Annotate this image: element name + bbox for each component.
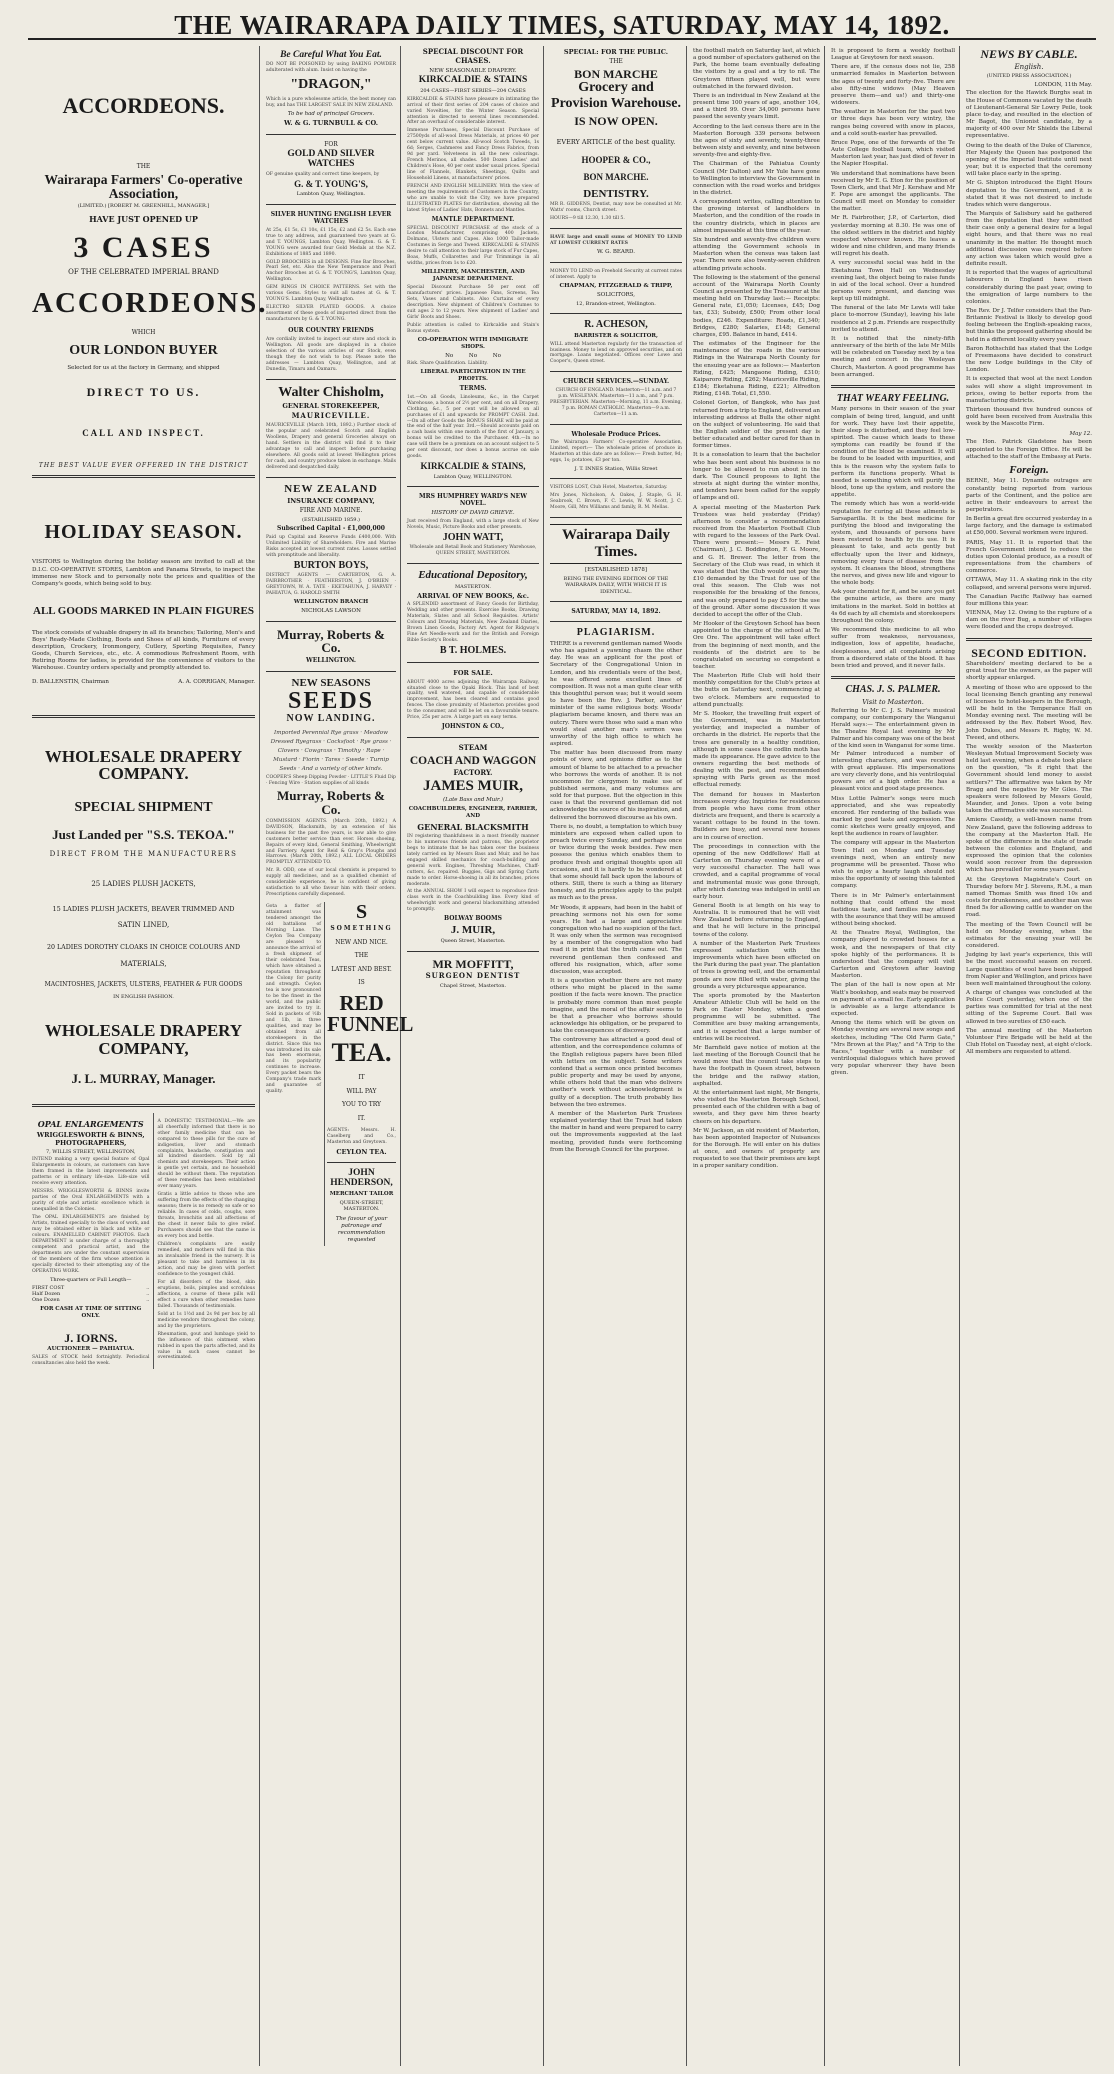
for-sale-heading: FOR SALE. [453,669,493,678]
nicholas-lawson: NICHOLAS LAWSON [301,607,361,614]
no-no-no: No No No [445,352,501,359]
for-cash-text: FOR CASH AT TIME OF SITTING ONLY. [40,1305,142,1319]
gold-silver-watches: GOLD AND SILVER WATCHES [287,149,375,170]
john-watt: JOHN WATT, [442,531,504,543]
celebrated-text: OF THE CELEBRATED IMPERIAL BRAND [68,267,219,276]
column-4: SPECIAL: FOR THE PUBLIC. THE BON MARCHE Grocery and Provision Warehouse. IS NOW OPEN. EVERY ARTICLE of the best quality. HOOPER & CO., BON MARCHE. DENTISTRY. MR R. GIDDENS, Dentist, may now be consulted at Mr. Watts' rooms, Church street. HOURS—9 till 12.30, 1.30 till 5. HAVE large and small sums of MONEY TO LEND AT LOWEST CURRENT RATES W. G. BEARD. MONEY TO LEND on Freehold Security at current rates of interest. Apply to CHAPMAN, FITZGERALD & TRIPP, SOLICITORS, 12, Brandon-street, Wellington. R. ACHESON, BARRISTER & SOLICITOR, WILL attend Masterton regularly for the transaction of business. Money to lend on approved securities, and on mortgage. Loans negotiated. Offices over Lowe and Cooper's, Queen street. CHURCH SERVICES.—SUNDAY. CHURCH OF ENGLAND. Masterton—11 a.m. and 7 p.m. WESLEYAN. Masterton—11 a.m., and 7 p.m. PRESBYTERIAN. Masterton—Morning, 11 a.m. Evening, 7 p.m. ROMAN CATHOLIC. Masterton—9 a.m. Carterton—11 a.m. Wholesale Produce Prices. The Wairarapa Farmers' Co-operative Association, Limited, report:— The wholesale prices of produce in Masterton at this date are as follow:— Fresh butter, 9d; eggs, 1s; potatoes, £3 per ton. J. T. INNES Station, Willis Street VISITORS LOST, Club Hotel, Masterton, Saturday. Mrs Jones, Nicholson, A. Oakes, J. Staple, G. H. Seabrook, C. Brown, F. C. Lewis, W. W. Scott, J. C. Moore, Gill, Mrs Williams and family, R. M. Mellas. Wairarapa Daily Times. [ESTABLISHED 1878] BEING THE EVENING EDITION OF THE WAIRARAPA DAILY, WITH WHICH IT IS IDENTICAL. SATURDAY, MAY 14, 1892. PLAGIARISM. THERE is a reverend gentleman named Woods who has against a yawning chasm the other day. He was an applicant for the post of Secretary of the Congregational Union in London, and his credentials were of the best, he was offered some excellent lines of composition. It was not a man quite clear with this thoughtful person was; but it would seem to have been the Rev. J. Parker, another minister of the same religious body. Woods' plagiarism became known, and there was an outcry. There were those who said a man who would steal another man's sermon was unworthy of the high office to which he aspired. The matter has been discussed from many points of view, and opinions differ as to the amount of blame to be attached to a preacher who borrows the words of another. It is not uncommon for clergymen to make use of published sermons, and many volumes are sold for that purpose. But the objection in this case is that the reverend gentleman did not acknowledge the source of his inspiration, and delivered the borrowed discourse as his own. There is, no doubt, a temptation to which busy ministers are exposed when called upon to preach twice every Sunday, and perhaps once or twice during the week besides. Few men possess the genius which enables them to produce fresh and original thoughts upon all occasions, and it is hardly to be wondered at that some should fall back upon the labours of others. Still, there is such a thing as literary honesty, and its principles apply to the pulpit as much as to the press. Mr Woods, it appears, had been in the habit of preaching sermons not his own for some years. He had a large and appreciative congregation who had no suspicion of the fact. It was only when the sermon was recognised by a member of the congregation who had read it in print that the truth came out. The reverend gentleman then confessed and offered his resignation, which, after some discussion, was accepted. It is a question whether there are not many others who might be placed in the same position if the facts were known. The practice is probably more common than most people imagine, and the moral of the affair seems to be that a preacher who borrows should acknowledge his obligation, or be prepared to take the consequences of discovery. The controversy has attracted a good deal of attention, and the correspondence columns of the English religious papers have been filled with letters on the subject. Some writers contend that a sermon once printed becomes public property and may be used by anyone, while others hold that the man who delivers another's work without acknowledgment is guilty of a deception. The truth probably lies between the two extremes. A member of the Masterton Park Trustees explained yesterday that the Trust had taken the matter in hand and were prepared to carry out the improvements suggested at the last meeting, provided funds were forthcoming from the Borough Council for the purpose. [546,46,687,2066]
burton-boys: BURTON BOYS, [293,559,369,571]
wholesale-drapery-company: WHOLESALE DRAPERY COMPANY, [44,1021,243,1059]
innes-station: J. T. INNES Station, Willis Street [574,466,658,473]
visitors-text: VISITORS to Wellington during the holiday season are invited to call at the D.I.C. CO-OPERATIVE STORES, Lambton and Panama Streets, to inspect the immense new Stock and to personally note the prices and qualities of the Company's goods, which being sold to buy. [32,559,255,587]
bolway-booms: BOLWAY BOOMS [444,915,502,923]
auctioneer-title: AUCTIONEER — PAHIATUA. [47,1346,135,1353]
column-3: SPECIAL DISCOUNT FOR CHASES. NEW SEASONABLE DRAPERY. KIRKCALDIE & STAINS 204 CASES—FIRST SERIES—204 CASES KIRKCALDIE & STAINS have pleasure in intimating the arrival of their first series of 204 cases of choice and varied Novelties, for the Winter Season. Special attention is directed to several lines recommended. After an overhaul of considerable interest. Immense Purchases, Special Discount Purchase of 27500yds of all-wool Dress Materials, at prices 40 per cent below current value. All-wool Scotch Tweeds, 1s 6d; Serges, Cashmeres and Fancy Dress Fabrics, from 9d per yard. Velveteens in all the new colourings. French Merinos, all shades. 500 Dozen Ladies' and Children's Hose, 40 per cent under usual prices. Special line of Flannels, Blankets, Sheetings, Quilts and Household Linens, at manufacturers' prices. FRENCH AND ENGLISH MILLINERY. With the view of meeting the requirements of Customers in the Country, who are unable to visit the City, we have prepared ILLUSTRATED PLATES for distribution, showing all the latest Styles of Ladies' Hats, Bonnets and Mantles. MANTLE DEPARTMENT. SPECIAL DISCOUNT PURCHASE of the stock of a London Manufacturer, comprising 400 Jackets, Dolmans, Ulsters and Capes. Also 1000 Tailor-made Costumes in Serge and Tweed. KIRKCALDIE & STAINS desire to call attention to their large stock of Fur Capes, Boas, Muffs, Collarettes and Fur Trimmings in all widths, prices from 1s to £20. MILLINERY, MANCHESTER, AND JAPANESE DEPARTMENT. Special Discount Purchase 50 per cent off manufacturers' prices. Japanese Fans, Screens, Tea Sets, Vases and Cabinets. Also Curtains of every description. New shipment of Children's Costumes to suit ages 2 to 12 years. New shipment of Ladies' and Girls' Boots and Shoes. Public attention is called to Kirkcaldie and Stain's Bonus system. CO-OPERATION WITH IMMIGRATE SHOPS. No No No Risk. Share Qualification. Liability. LIBERAL PARTICIPATION IN THE PROFITS. TERMS. 1st.—On all Goods, Linoleums, &c., in the Carpet Warehouse, a bonus of 2½ per cent, and on all Drapery, Clothing, &c., 5 per cent will be allowed on all purchases of £1 and upwards for PROMPT CASH. 2nd.—On all other Goods the BONUS SHARE will be paid at the end of the half year. 3rd.—Should accounts paid on a cash basis within one month of the first of January, a bonus will be credited to the Purchaser. 4th.—In no case will there be a premium on an account subject to 5 per cent discount, nor does a bonus accrue on sale goods. KIRKCALDIE & STAINS, Lambton Quay, WELLINGTON. MRS HUMPHREY WARD'S NEW NOVEL. HISTORY OF DAVID GRIEVE. Just received from England, with a large stock of New Novels, Music, Picture Books and other presents. JOHN WATT, Wholesale and Retail Book and Stationery Warehouse, QUEEN STREET, MASTERTON. Educational Depository, MASTERTON. ARRIVAL OF NEW BOOKS, &c. A SPLENDID assortment of Fancy Goods for Birthday, Wedding and other presents. Exercise Books, Drawing Materials, Slates and all School Requisites. Artists' Colours and Drawing Materials, New Zealand Diaries, Brown Linen Goods, Factory Art. Agent for Ridgway's Fine Art Needle-work and for the British and Foreign Bible Society's Books. B T. HOLMES. FOR SALE. ABOUT 4000 acres adjoining the Wairarapa Railway, situated close to the Opaki Block. This land of best quality, well watered, and capable of considerable improvement, has been cleared and contains good fences. The close proximity of Masterton provides good to the consumer, and will be let on a favourable tenure. Price, 25s per acre. A large part on easy terms. JOHNSTON & CO., STEAM COACH AND WAGGON FACTORY. JAMES MUIR, (Late Bass and Muir.) COACHBUILDERS, ENGINEER, FARRIER, AND GENERAL BLACKSMITH IN registering thankfulness in a most friendly manner to his numerous friends and patrons, the proprietor begs to intimate that he has taken over the business lately carried on by Messrs Bass and Muir, and he has engaged skilled mechanics for coach-building and general work. Engines, Threshing Machines, Chaff-cutters, &c. repaired. Buggies, Gigs and Spring Carts made to order. Horse-shoeing in all its branches, prices moderate. At the ANNUAL SHOW I will expect to reproduce first-class work in the Coachbuilding line. Every kind of wheelwright work and general blacksmithing attended to promptly. BOLWAY BOOMS J. MUIR, Queen Street, Masterton. MR MOFFITT, SURGEON DENTIST Chapel Street, Masterton. [403,46,544,2066]
will-pay: WILL PAY [346,1087,377,1095]
subscribed-capital: Subscribed Capital - £1,000,000 [277,525,385,533]
murray-roberts-1: Murray, Roberts & Co. [277,626,385,656]
masthead-title: THE WAIRARAPA DAILY TIMES, SATURDAY, MAY 14, 1892. [28,10,1096,40]
brandon-street: 12, Brandon-street, Wellington. [576,300,656,307]
coop-limited: (LIMITED.) [ROBERT M. GREENHILL, MANAGER.] [77,202,210,209]
column-6: It is proposed to form a weekly football League at Greytown for next season. There are, if the census does not lie, 258 unmarried females in Masterton between the ages of twenty and forty-five. There are also fifty-nine widows (May Heaven preserve them—and us!) and thirty-one widowers. The weather in Masterton for the past two or three days has been very wintry, the ranges being covered with snow in places, and a cold south-easter has prevailed. Bruce Pope, one of the forwards of the Te Aute College football team, which visited Masterton last year, has just died of fever in the Napier Hospital. We understand that nominations have been received by Mr E. G. Eton for the position of Town Clerk, and that Mr J. Kershaw and Mr F. Pope are amongst the applicants. The Council will meet on Monday to consider the matter. Mr R. Fairbrother, J.P., of Carterton, died yesterday morning at 8.30. He was one of the oldest settlers in the district and highly respected wherever known. He leaves a widow and nine children, and many friends will regret his death. A very successful social was held in the Eketahuna Town Hall on Wednesday evening last, the object being to raise funds in aid of the local school. Over a hundred persons were present, and dancing was kept up till midnight. The funeral of the late Mr Lewis will take place to-morrow (Sunday), leaving his late residence at 2 p.m. Friends are respectfully invited to attend. It is notified that the ninety-fifth anniversary of the birth of the late Mr Mills will be celebrated on Tuesday next by a tea meeting and concert in the Wesleyan Church, Masterton. A good programme has been arranged. THAT WEARY FEELING. Many persons in their season of the year complain of being tired, languid, and unfit for work. They have lost their appetite, their sleep is disturbed, and they feel low-spirited. The cause which leads to these symptoms can readily be found if the condition of the blood be examined. It will be found to be loaded with impurities, and this is the reason why the system fails to perform its functions properly. What is needed is something which will purify the blood, tone up the system, and restore the appetite. The remedy which has won a world-wide reputation for curing all these ailments is Sarsaparilla. It is the best medicine for purifying the blood and invigorating the system, and thousands of persons have been restored to health by its use. It is pleasant to take, and acts gently but effectually upon the liver and kidneys, removing every trace of disease from the system. It cleanses the blood, strengthens the nerves, and gives new life and vigour to the whole body. Ask your chemist for it, and be sure you get the genuine article, as there are many imitations in the market. Sold in bottles at 4s 6d each by all chemists and storekeepers throughout the colony. We recommend this medicine to all who suffer from weakness, nervousness, indigestion, loss of appetite, headache, sleeplessness, and all complaints arising from a disordered state of the blood. It has been tried and proved, and it never fails. CHAS. J. S. PALMER. Visit to Masterton. Referring to Mr C. J. S. Palmer's musical company, our contemporary the Wanganui Herald says:— The entertainment given in the Theatre Royal last evening by Mr Palmer and his company was one of the best of the kind seen in Wanganui for some time. Mr Palmer introduced a number of interesting characters, and was received with great applause. His impersonations are very cleverly done, and his ventriloquial powers are of a high order. He has a pleasant voice and good stage presence. Miss Lottie Palmer's songs were much appreciated, and she was repeatedly encored. Her rendering of the ballads was marked by good taste and expression. The comic sketches were greatly enjoyed, and kept the audience in roars of laughter. The company will appear in the Masterton Town Hall on Monday and Tuesday evenings next, when an entirely new programme will be presented. Those who wish to enjoy a hearty laugh should not miss the opportunity of seeing this talented company. There is in Mr Palmer's entertainment nothing that could offend the most fastidious taste, and families may attend with the assurance that they will be amused without being shocked. At the Theatre Royal, Wellington, the company played to crowded houses for a week, and the newspapers of that city spoke highly of the performances. It is understood that the company will visit Carterton and Greytown after leaving Masterton. The plan of the hall is now open at Mr Watt's bookshop, and seats may be reserved on payment of a small fee. Early application is advisable as a large attendance is expected. Among the items which will be given on Monday evening are several new songs and sketches, including "The Old Farm Gate," "Mrs Brown at the Play," and "A Trip to the Races," together with a number of ventriloquial dialogues which have proved very popular wherever they have been given. [827,46,960,2066]
newspaper-being: BEING THE EVENING EDITION OF THE WAIRARAPA DAILY, WITH WHICH IT IS IDENTICAL. [563,576,669,595]
chapman-firm: CHAPMAN, FITZGERALD & TRIPP, [559,282,673,289]
coach-waggon: COACH AND WAGGON [409,754,537,767]
something-heading: SOMETHING [330,925,393,933]
fire-marine: FIRE AND MARINE. [299,507,363,515]
column-5: the football match on Saturday last, at which a good number of spectators gathered on the Park, the home team eventually defeating the visitors by a goal and a try to nil. The Greytown fifteen played well, but were outmatched in the forward division. There is an individual in New Zealand at the present time 100 years of age, another 104, and a third 99. Over 34,000 persons have passed the seventy years limit. According to the last census there are in the Masterton Borough 339 persons between the ages of sixty and seventy, twenty-three between sixty and seventy, and nine between seventy-five and eighty-five. The Chairman of the Pahiatua County Council (Mr Dalton) and Mr Yule have gone to Wellington to interview the Government in connection with the road works and bridges in the district. A correspondent writes, calling attention to the growing interest of landholders in Masterton, and the condition of the roads in the country districts, which in places are almost impassable at this time of the year. Six hundred and seventy-five children were attending the Government schools in Masterton when the census was taken last year. There were also twenty-seven children attending private schools. The following is the statement of the general account of the Wairarapa North County Council as presented by the Treasurer at the meeting held on Thursday last:— Receipts: General rate, £1,050; Licenses, £45; Dog tax, £33; Subsidy, £500; From other local bodies, £246. Expenditure: Roads, £1,340; Bridges, £280; Salaries, £148; General charges, £95. Balance in hand, £414. The estimates of the Engineer for the maintenance of the roads in the various Ridings in the Wairarapa North County for the ensuing year are as follows:— Masterton Riding, £425; Mangaone Riding, £310; Kaiparoro Riding, £262; Mauriceville Riding, £184; Eketahuna Riding, £221; Alfredton Riding, £148. Total, £1,550. Colonel Gorton, of Bangkok, who has just returned from a trip to England, delivered an interesting address at Bulls the other night on the subject of volunteering. He said that the English soldier of the present day is better educated and better cared for than in former times. It is a consolation to learn that the bachelor who has been sent about his business is no longer to be allowed to run about in the dark. The Council proposes to light the streets at night during the winter months, and tenders have been called for the supply of lamps and oil. A special meeting of the Masterton Park Trustees was held yesterday (Friday) afternoon to consider a recommendation received from the Masterton Football Club with regard to the lessees of the Park Oval. There were present:— Messrs E. Feist (Chairman), J. C. Boddington, F. G. Moore, and G. H. Brewer. The letter from the Secretary of the Club was read, in which it was stated that the Club would not pay the £10 demanded by the Trust for use of the oval this season. The Club was not responsible for the breaking of the fences, and was only prepared to pay £5 for the use of the ground. After some discussion it was decided to accept the offer of the Club. Mr Hooker of the Greytown School has been appointed to the charge of the school at Te Ore Ore. The appointment will take effect from the beginning of next month, and the residents of the district are to be congratulated on securing so competent a teacher. The Masterton Rifle Club will hold their monthly competition for the Club's prizes at the butts on Saturday next, commencing at two o'clock. Members are requested to attend punctually. Mr S. Hooker, the travelling fruit expert of the Government, was in Masterton yesterday, and inspected a number of orchards in the district. He reports that the trees are generally in a healthy condition, although in some cases the codlin moth has made its appearance. He gave advice to the owners regarding the best methods of dealing with the pest, and recommended spraying with Paris green as the most effectual remedy. The demand for houses in Masterton increases every day. Inquiries for residences from people who have come from other districts are frequent, and there is scarcely a vacant cottage to be found in the town. Builders are busy, and several new houses are in course of erection. The proceedings in connection with the opening of the new Oddfellows' Hall at Carterton on Thursday evening were of a very successful character. The hall was crowded, and a capital programme of vocal and instrumental music was gone through, after which dancing was indulged in until an early hour. General Booth is at length on his way to Australia. It is rumoured that he will visit New Zealand before returning to England, and that he will lecture in the principal towns of the colony. A number of the Masterton Park Trustees expressed satisfaction with the improvements which have been effected on the Park during the past year. The plantation of trees is growing well, and the ornamental ponds are now filled with water, giving the grounds a very picturesque appearance. The sports promoted by the Masterton Amateur Athletic Club will be held on the Park on Easter Monday, when a good programme will be submitted. The Committee are busy making arrangements, and it is expected that a large number of entries will be received. Mr Barnfield gave notice of motion at the last meeting of the Borough Council that he would move that the council take steps to have the footpath in Queen street, between the bridge and the railway station, asphalted. At the entertainment last night, Mr Bengris, who visited the Masterton Borough School, presented each of the children with a bag of sweets, and they gave him three hearty cheers on his departure. Mr W. Jackson, an old resident of Masterton, has been appointed Inspector of Nuisances for the Borough. He will enter on his duties at once, and owners of property are requested to see that their premises are kept in a proper sanitary condition. [689,46,825,2066]
factory-label: FACTORY. [453,767,493,777]
solicitors-label: SOLICITORS, [596,292,636,299]
foreign-heading: Foreign. [1009,463,1049,476]
news-by-cable: NEWS BY CABLE. [980,47,1078,61]
coop-association-name: Wairarapa Farmers' Co-operative Association, [44,171,243,201]
label-for: FOR [324,140,338,148]
humphrey-ward-heading: MRS HUMPHREY WARD'S NEW NOVEL. [419,492,527,508]
general-storekeeper: GENERAL STOREKEEPER, [282,402,380,411]
satin-lined: SATIN LINED, [117,921,170,930]
youngs-name: G. & T. YOUNG'S, [294,178,368,189]
label-the: THE [136,163,151,171]
palmer-heading: CHAS. J. S. PALMER. [845,684,941,695]
moffitt-name: MR MOFFITT, [432,956,514,971]
every-article: EVERY ARTICLE of the best quality. [556,137,676,146]
photographers-address: 7, WILLIS STREET, WELLINGTON, [45,1148,136,1155]
opal-messrs-text: MESSRS. WRIGGLESWORTH & BINNS invite parties of the Oval ENLARGEMENTS with a purity of style and artistic excellence which is unequalled in the Colonies. [32,1189,150,1212]
united-press: (UNITED PRESS ASSOCIATION.) [986,73,1072,80]
terms-heading: TERMS. [459,385,487,393]
you-to-try: YOU TO TRY [342,1101,381,1109]
newspaper-established: [ESTABLISHED 1878] [584,567,647,574]
careful-heading: Be Careful What You Eat. [280,50,382,60]
plush-trimmed: 15 LADIES PLUSH JACKETS, BEAVER TRIMMED AND [52,905,235,914]
dragon-brand: "DRAGON," [290,76,372,92]
wellington-branch: WELLINGTON BRANCH [293,598,369,605]
label-which: WHICH [131,328,156,336]
dorothy-cloaks: 20 LADIES DOROTHY CLOAKS IN CHOICE COLOURS AND [46,943,241,951]
cooperation-heading: CO-OPERATION WITH IMMIGRATE SHOPS. [417,336,529,350]
visitors-lost: VISITORS LOST, Club Hotel, Masterton, Saturday. [550,485,668,491]
holmes-name: B T. HOLMES. [439,644,507,656]
muir-address: Queen Street, Masterton. [440,938,506,945]
genuine-text: OF genuine quality and correct time keepers, by [266,172,380,177]
cooper-dip-text: COOPER'S Sheep Dipping Powder · LITTLE'S Fluid Dip · Fencing Wire · Station supplies of all kinds [266,775,396,787]
dragon-text: Which is a pure wholesome article, the best money can buy, and has THE LARGEST SALE IN NEW ZEALAND. [266,96,396,108]
call-inspect: CALL AND INSPECT. [82,427,205,438]
one-dozen-label: One Dozen [32,1296,60,1303]
not-poisoned-text: DO NOT BE POISONED by using BAKING POWDER adulterated with alum. Insist on having the [266,62,396,73]
issue-date: SATURDAY, MAY 14, 1892. [571,607,661,615]
first-series: 204 CASES—FIRST SERIES—204 CASES [420,88,526,95]
dentistry-heading: DENTISTRY. [583,187,649,200]
murray-manager: J. L. MURRAY, Manager. [71,1071,216,1087]
sales-text: SALES of STOCK held fortnightly. Periodical consultancies also held the week. [32,1355,150,1366]
london-buyer: OUR LONDON BUYER [69,343,218,359]
manager-name: A. A. CORRIGAN, Manager. [178,678,255,685]
kirkcaldie-heading: KIRKCALDIE & STAINS [418,75,528,86]
special-shipment: SPECIAL SHIPMENT [74,800,213,816]
seeds-heading: SEEDS [287,688,375,715]
weary-feeling-heading: THAT WEARY FEELING. [836,392,950,404]
new-zealand: NEW ZEALAND [284,482,378,495]
materials-text: MATERIALS, [120,959,167,968]
accordeons-big: ACCORDEONS. [32,287,268,320]
photographers-name: WRIGGLESWORTH & BINNS, PHOTOGRAPHERS, [36,1130,145,1147]
price-list-heading: Three-quarters or Full Length— [50,1276,132,1283]
now-landing: NOW LANDING. [286,713,376,725]
special-discount-heading: SPECIAL DISCOUNT FOR CHASES. [422,47,524,65]
kirkcaldie-stains-2: KIRKCALDIE & STAINS, [420,461,526,472]
ceylon-tea: CEYLON TEA. [336,1147,387,1156]
plagiarism-heading: PLAGIARISM. [576,627,656,639]
henderson-address: QUEEN-STREET, MASTERTON. [339,1199,384,1213]
murray-roberts-2: Murray, Roberts & Co. [277,788,385,818]
half-dozen-label: Half Dozen [32,1290,61,1297]
lambton-address: Lambton Quay, Wellington. [296,191,366,198]
wholesale-drapery-heading: WHOLESALE DRAPERY COMPANY. [44,746,243,784]
label-is: IS [358,979,365,987]
educational-depository: Educational Depository, [418,569,528,582]
label-it-2: IT. [357,1114,366,1122]
selected-text: Selected for us at the factory in Germany, and shipped [67,365,220,372]
liberal-participation: LIBERAL PARTICIPATION IN THE PROFITS. [420,369,526,383]
silver-hunting-heading: SILVER HUNTING ENGLISH LEVER WATCHES [270,210,392,226]
opal-text: INTEND making a very special feature of Opal Enlargements in colours, as customers can have them framed in the latest improvements and patterns or in ordinary life-size. Life-size will receive every attention. [32,1157,150,1187]
tea-heading: TEA. [331,1037,392,1067]
surgeon-dentist: SURGEON DENTIST [425,971,521,981]
money-rates: HAVE large and small sums of MONEY TO LEND AT LOWEST CURRENT RATES [550,235,682,247]
opal-enlargements-heading: OPAL ENLARGEMENTS [37,1118,144,1129]
three-cases: 3 CASES [73,231,214,265]
grocery-warehouse: Grocery and Provision Warehouse. [551,80,681,111]
general-blacksmith: GENERAL BLACKSMITH [417,821,529,832]
coachbuilders: COACHBUILDERS, ENGINEER, FARRIER, AND [408,806,538,819]
plush-jackets: 25 LADIES PLUSH JACKETS, [91,880,196,889]
merchant-tailor: MERCHANT TAILOR [329,1191,394,1198]
direct-to-us: DIRECT TO US. [86,384,201,399]
country-friends-heading: OUR COUNTRY FRIENDS [288,327,374,335]
turnbull-name: W. & G. TURNBULL & CO. [283,119,379,128]
label-it: IT [358,1074,365,1082]
late-bass-muir: (Late Bass and Muir.) [443,797,503,804]
money-lend-text: MONEY TO LEND on Freehold Security at current rates of interest. Apply to [550,268,682,280]
agents-text: AGENTS: Messrs. H. Caselberg and Co., Masterton and Greytown. [327,1128,396,1145]
direct-from-manufacturers: DIRECT FROM THE MANUFACTURERS [49,849,238,858]
seeds-list: Imported Perennial Rye grass · Meadow Dressed Ryegrass · Cocksfoot · Rye grass · Clovers · Cowgrass · Timothy · Rape · Mustard · Fiorin · Tares · Swede · Turnip Seeds · And a variety of other kinds. [270,729,392,772]
column-2: Be Careful What You Eat. DO NOT BE POISONED by using BAKING POWDER adulterated with alum. Insist on having the "DRAGON," Which is a pure wholesome article, the best money can buy, and has THE LARGEST SALE IN NEW ZEALAND. To be had of principal Grocers. W. & G. TURNBULL & CO. FOR GOLD AND SILVER WATCHES OF genuine quality and correct time keepers, by G. & T. YOUNG'S, Lambton Quay, Wellington. SILVER HUNTING ENGLISH LEVER WATCHES At 25s, £1 5s, £1 10s, £1 15s, £2 and £2 5s. Each one true to any address, and guaranteed two years at G. and T. YOUNGS, Lambton Quay, Wellington. G. & T. YOUNG were awarded four Gold Medals at the N.Z. Exhibitions of 1885 and 1890. GOLD BROOCHES in all DESIGNS. Fine Bar Brooches, Pearl Set, etc. Also the New Temperance and Pearl Anchor Brooches at G. & T. YOUNG'S, Lambton Quay, Wellington. GEM RINGS IN CHOICE PATTERNS. Set with the various Gems. Styles to suit all tastes at G. & T. YOUNG'S. Lambton Quay, Wellington. ELECTRO SILVER PLATED GOODS. A choice assortment of these goods of imported direct from the manufacturers by G. & T. YOUNG. OUR COUNTRY FRIENDS Are cordially invited to inspect our store and stock in Wellington. All goods are displayed in a choice selection of the various articles of our Stock, even though they do not wish to buy. Please note the addresses — Lambton Quay, Wellington, and at Dunedin, Timaru and Oamaru. Walter Chisholm, GENERAL STOREKEEPER, MAURICEVILLE. MAURICEVILLE (March 10th, 1892.) Further stock of the popular and celebrated Scotch and English Woollens, Drapery and general Groceries always on hand. Settlers in the district will find it to their advantage to call and inspect before purchasing elsewhere. All goods sold at lowest Wellington prices for cash, and country produce taken in exchange. Mails delivered and despatched daily. NEW ZEALAND INSURANCE COMPANY, FIRE AND MARINE. (ESTABLISHED 1859.) Subscribed Capital - £1,000,000 Paid up Capital and Reserve Funds £400,000. With Unlimited Liability of Shareholders. Fire and Marine Risks accepted at lowest current rates. Losses settled with promptitude and liberality. BURTON BOYS, DISTRICT AGENTS — CARTERTON, G. A. FAIRBROTHER · FEATHERSTON, J. O'BRIEN · GREYTOWN, W. A. TATE · EKETAHUNA, J. HARVEY · PAHIATUA, G. HAROLD SMITH WELLINGTON BRANCH NICHOLAS LAWSON Murray, Roberts & Co. WELLINGTON. NEW SEASONS SEEDS NOW LANDING. Imported Perennial Rye grass · Meadow Dressed Ryegrass · Cocksfoot · Rye grass · Clovers · Cowgrass · Timothy · Rape · Mustard · Fiorin · Tares · Swede · Turnip Seeds · And a variety of other kinds. COOPER'S Sheep Dipping Powder · LITTLE'S Fluid Dip · Fencing Wire · Station supplies of all kinds Murray, Roberts & Co. COMMISSION AGENTS. (March 20th, 1892.) A DAVIDSON, Blacksmith, by an extension of his business for the past five years, is now able to give customers better service than ever. Horses shoeing, Repairs of every kind, General Smithing, Wheelwright and Farriery. Agent for Reid & Gray's Ploughs and Harrows. (March 20th, 1892.) ALL LOCAL ORDERS PROMPTLY ATTENDED TO. Mr. R. ODD, one of our local chemists is prepared to supply all medicines, and as a qualified chemist of considerable experience, he is confident of giving satisfaction to all who favour him with their orders. Prescriptions carefully dispensed. Gota a flatter of attainment was tendered amongst the old battalions of Morning Lane. The Ceylon Tea Company are pleased to announce the arrival of a fresh shipment of their celebrated Teas, which have obtained a reputation throughout the Colony for purity and strength. Ceylon tea is now pronounced to be the finest in the world, and the public are invited to try it. Sold in packets of ½lb and 1lb, in three qualities, and may be obtained from all storekeepers in the district. Since this tea was introduced its sale has been enormous, and its popularity continues to increase. Every packet bears the Company's trade mark and guarantee of quality. S SOMETHING NEW AND NICE. THE LATEST AND BEST. IS RED FUNNEL TEA. IT WILL PAY YOU TO TRY IT. AGENTS: Messrs. H. Caselberg and Co., Masterton and Greytown. CEYLON TEA. JOHN HENDERSON, MERCHANT TAILOR QUEEN-STREET, MASTERTON. The favour of your patronage and recommendation requested [262,46,401,2066]
special-public: SPECIAL: FOR THE PUBLIC. [563,48,669,56]
bon-marche-heading: BON MARCHE [574,66,658,81]
david-grieve: HISTORY OF DAVID GRIEVE. [431,509,515,516]
latest-best: LATEST AND BEST. [331,965,392,973]
english-heading: English. [1014,62,1044,71]
giddens-text: MR R. GIDDENS, Dentist, may now be consulted at Mr. Watts' rooms, Church street. [550,202,682,214]
produce-prices: Wholesale Produce Prices. [571,430,661,438]
john-henderson: JOHN HENDERSON, [330,1168,393,1189]
wellington-label: WELLINGTON. [305,657,357,665]
bon-marche-2: BON MARCHE. [583,172,649,183]
kirkcaldie-address: Lambton Quay, WELLINGTON. [433,473,513,480]
something-letter: S [355,901,368,924]
new-nice: NEW AND NICE. [335,938,388,946]
red-funnel: RED FUNNEL [327,990,414,1036]
watt-bookseller: Wholesale and Retail Book and Stationery Warehouse, QUEEN STREET, MASTERTON. [409,545,537,557]
best-value-text: THE BEST VALUE EVER OFFERED IN THE DISTRICT [38,461,249,469]
james-muir: JAMES MUIR, [423,778,523,795]
column-7: NEWS BY CABLE. English. (UNITED PRESS ASSOCIATION.) LONDON, 11th May. The election for the Hawick Burghs seat in the House of Commons vacated by the death of Lieutenant-General Sir Lowry Peile, took place to-day, and resulted in the election of Mr Bagot, the Unionist candidate, by a majority of 400 over Mr Shields the Liberal representative. Owing to the death of the Duke of Clarence, Her Majesty the Queen has postponed the opening of the Imperial Institute until next year, but it is expected that the ceremony will take place early in the spring. Mr G. Shipton introduced the Eight Hours deputation to the Government, and it is stated that it was not desired to include trades which were dangerous. The Marquis of Salisbury said he gathered from the deputation that they submitted their case only a general desire for a legal eight hours, and that there was no real unanimity in the matter. He thought much additional discussion was required before any action was taken which would give a definite result. It is reported that the wages of agricultural labourers in England have risen considerably during the past year, owing to the emigration of large numbers to the colonies. The Rev. Dr J. Telfer considers that the Pan-Britannic Festival is likely to develop good feeling between the English-speaking races, but thinks the proposed gathering should be held in a different locality every year. Baron Rothschild has stated that the Lodge of Freemasons have decided to construct the new Lodge buildings in the City of London. It is expected that wool at the next London sales will show a slight improvement in prices, owing to better reports from the manufacturing districts. Thirteen thousand five hundred ounces of gold have been received from Australia this week by the Mascotte Firm. May 12. The Hon. Patrick Gladstone has been appointed to the Foreign Office. He will be attached to the staff of the Embassy at Paris. Foreign. BERNE, May 11. Dynamite outrages are constantly being reported from various parts of the Continent, and the police are active in their endeavours to arrest the perpetrators. In Berlin a great fire occurred yesterday in a large factory, and the damage is estimated at £50,000. Several workmen were injured. PARIS, May 11. It is reported that the French Government intend to reduce the duties upon Colonial produce, as a result of representations from the chambers of commerce. OTTAWA, May 11. A skating rink in the city collapsed, and several persons were injured. The Canadian Pacific Railway has earned four millions this year. VIENNA, May 12. Owing to the rupture of a dam on the river Bug, a number of villages were flooded and the crops destroyed. SECOND EDITION. Shareholders' meeting declared to be a great treat for the owners, as the paper will shortly appear enlarged. A meeting of those who are opposed to the local licensing Bench granting any renewal of licenses to hotel-keepers in the Borough, will be held in the Temperance Hall on Monday evening next. The meeting will be addressed by the Rev. Robert Wood, Rev. John Dukes, and Messrs R. Rigby, W. M. Tweed, and others. The weekly session of the Masterton Wesleyan Mutual Improvement Society was held last evening, when a debate took place on the question, "Is it right that the Government should lend money to assist settlers?" The affirmative was taken by Mr Bragg and the negative by Mr Giles. The speakers were followed by Messrs Gould, Maunder, and Jones. Upon a vote being taken the affirmative side was successful. Amiens Cassidy, a well-known name from New Zealand, gave the following address to the company at the Masterton Hall. He spoke of the difference in the state of trade between the colonies and England, and expressed the opinion that the colonies would soon recover from the depression which has prevailed for some years past. At the Greytown Magistrate's Court on Thursday before Mr J. Stevens, R.M., a man named Thomas Smith was fined 10s and costs for drunkenness, and another man was fined 5s for allowing cattle to wander on the road. The meeting of the Town Council will be held on Monday evening, when the estimates for the ensuing year will be considered. Judging by last year's experience, this will be the most successful season on record. Large quantities of wool have been shipped from Napier and Wellington, and prices have been well maintained throughout the colony. A charge of changes was concluded at the Police Court yesterday, when one of the parties was committed for trial at the next sitting of the Supreme Court. Bail was allowed in two sureties of £50 each. The annual meeting of the Masterton Volunteer Fire Brigade will be held at the Club Hotel on Tuesday next, at eight o'clock. All members are requested to attend. [966,47,1092,1056]
beard-name: W. G. BEARD. [596,248,635,255]
j-muir: J. MUIR, [450,923,496,936]
barrister-title: BARRISTER & SOLICITOR, [574,332,658,339]
steam-label: STEAM [458,742,488,752]
favour-text: The favour of your patronage and recommendation requested [335,1216,388,1244]
plain-figures: ALL GOODS MARKED IN PLAIN FIGURES [33,605,254,618]
walter-chisholm: Walter Chisholm, [278,384,384,400]
stock-text: The stock consists of valuable drapery in all its branches; Tailoring, Men's and Boys' Ready-Made Clothing, Boots and Shoes of all kinds, Furniture of every description, Crockery, Ironmongery, Cutlery, Sporting Requisites, Fancy Goods, Church Services, etc., etc. A commodious Refreshment Room, with Retiring Rooms for ladies, is provided for the convenience of visitors to the Warehouse. Country orders specially and promptly attended to. [32,629,255,672]
mauriceville: MAURICEVILLE. [291,411,371,421]
iorns-name: J. IORNS. [64,1330,118,1345]
accordeons-heading: ACCORDEONS. [62,93,225,118]
mantle-department: MANTLE DEPARTMENT. [431,216,515,223]
millinery-department: MILLINERY, MANCHESTER, AND JAPANESE DEPARTMENT. [421,269,525,283]
new-seasons: NEW SEASONS [291,676,371,689]
column-1: ACCORDEONS. THE Wairarapa Farmers' Co-operative Association, (LIMITED.) [ROBERT M. GREENHILL, MANAGER.] HAVE JUST OPENED UP 3 CASES OF THE CELEBRATED IMPERIAL BRAND ACCORDEONS. WHICH OUR LONDON BUYER Selected for us at the factory in Germany, and shipped DIRECT TO US. CALL AND INSPECT. THE BEST VALUE EVER OFFERED IN THE DISTRICT HOLIDAY SEASON. VISITORS to Wellington during the holiday season are invited to call at the D.I.C. CO-OPERATIVE STORES, Lambton and Panama Streets, to inspect the immense new Stock and to personally note the prices and qualities of the Company's goods, which being sold to buy. ALL GOODS MARKED IN PLAIN FIGURES The stock consists of valuable drapery in all its branches; Tailoring, Men's and Boys' Ready-Made Clothing, Boots and Shoes of all kinds, Furniture of every description, Crockery, Ironmongery, Cutlery, Sporting Requisites, Fancy Goods, Church Services, etc., etc. A commodious Refreshment Room, with Retiring Rooms for ladies, is provided for the convenience of visitors to the Warehouse. Country orders specially and promptly attended to. D. BALLENSTIN, Chairman A. A. CORRIGAN, Manager. WHOLESALE DRAPERY COMPANY. SPECIAL SHIPMENT Just Landed per "S.S. TEKOA." DIRECT FROM THE MANUFACTURERS 25 LADIES PLUSH JACKETS, 15 LADIES PLUSH JACKETS, BEAVER TRIMMED AND SATIN LINED, 20 LADIES DOROTHY CLOAKS IN CHOICE COLOURS AND MATERIALS, MACINTOSHES, JACKETS, ULSTERS, FEATHER & FUR GOODS IN ENGLISH FASHION. WHOLESALE DRAPERY COMPANY, J. L. MURRAY, Manager. OPAL ENLARGEMENTS WRIGGLESWORTH & BINNS, PHOTOGRAPHERS, 7, WILLIS STREET, WELLINGTON, INTEND making a very special feature of Opal Enlargements in colours, as customers can have them framed in the latest improvements and patterns or in ordinary life-size. Life-size will receive every attention. MESSRS. WRIGGLESWORTH & BINNS invite parties of the Oval ENLARGEMENTS with a purity of style and artistic excellence which is unequalled in the Colonies. The OPAL ENLARGEMENTS are finished by Artists, trained specially to the class of work, and may be obtained either in black and white or colours. ENAMELLED CABINET PHOTOS. Each DEPARTMENT is under charge of a thoroughly competent and practical artist, and the departments are under the constant supervision of the members of the firm whose attention is specially directed to their attempting any of the OPERATING WORK. Three-quarters or Full Length— FIRST COST .. Half Dozen .. One Dozen .. FOR CASH AT TIME OF SITTING ONLY. J. IORNS. AUCTIONEER — PAHIATUA. SALES of STOCK held fortnightly. Periodical consultancies also held the week. A DOMESTIC TESTIMONIAL.—We are all cheerfully informed that there is no other family medicine that can be compared to these pills for the cure of indigestion, liver and stomach complaints, headache, constipation and all kindred disorders. Sold by all chemists and storekeepers. Their action is gentle yet certain, and no household should be without them. The reputation of these remedies has been established over many years. Gratis a little advice to those who are suffering from the effects of the changing seasons; there is no remedy so safe or so reliable. In cases of colds, coughs, sore throats, bronchitis and all affections of the chest it never fails to give relief. Purchasers should see that the name is on every box and bottle. Children's complaints are easily remedied, and mothers will find in this an invaluable friend in the nursery. It is pleasant to take and harmless in its action, and may be given with perfect confidence to the youngest child. For all disorders of the blood, skin eruptions, boils, pimples and scrofulous affections, a course of these pills will effect a cure when other remedies have failed. Thousands of testimonials. Sold at 1s 1½d and 2s 9d per box by all medicine vendors throughout the colony, and by the proprietors. Rheumatism, gout and lumbago yield to the influence of this ointment when rubbed in upon the parts affected, and its value in such cases cannot be overestimated. [28,46,260,2066]
visit-masterton: Visit to Masterton. [862,697,924,706]
football-league-text: It is proposed to form a weekly football League at Greytown for next season. [831,48,955,62]
grocers-text: To be had of principal Grocers. [287,110,375,117]
macintoshes-text: MACINTOSHES, JACKETS, ULSTERS, FEATHER & FUR GOODS [44,980,243,988]
english-fashion: IN ENGLISH FASHION. [113,994,174,1001]
masterton-label: MASTERTON. [455,583,491,590]
hooper-co: HOOPER & CO., [581,154,651,165]
is-now-open: IS NOW OPEN. [574,114,658,128]
arrival-books: ARRIVAL OF NEW BOOKS, &c. [417,592,529,601]
label-the-3: THE [609,58,623,66]
holiday-season-heading: HOLIDAY SEASON. [44,521,243,544]
second-edition-heading: SECOND EDITION. [971,645,1087,660]
first-cost-label: FIRST COST [32,1284,65,1291]
acheson-name: R. ACHESON, [584,319,648,331]
new-seasonable-drapery: NEW SEASONABLE DRAPERY. [429,67,517,74]
label-the-2: THE [354,952,369,960]
church-services: CHURCH SERVICES.—SUNDAY. [562,378,670,386]
johnston-co: JOHNSTON & CO., [441,723,505,731]
newspaper-logo: Wairarapa Daily Times. [550,524,682,564]
moffitt-address: Chapel Street, Masterton. [439,983,507,989]
london-date: LONDON, 11th May. [1034,81,1092,88]
insurance-established: (ESTABLISHED 1859.) [302,516,360,523]
insurance-company: INSURANCE COMPANY, [287,497,375,506]
have-opened-text: HAVE JUST OPENED UP [89,214,198,225]
just-landed: Just Landed per "S.S. TEKOA." [52,826,235,842]
chairman-name: D. BALLENSTIN, Chairman [32,678,109,685]
